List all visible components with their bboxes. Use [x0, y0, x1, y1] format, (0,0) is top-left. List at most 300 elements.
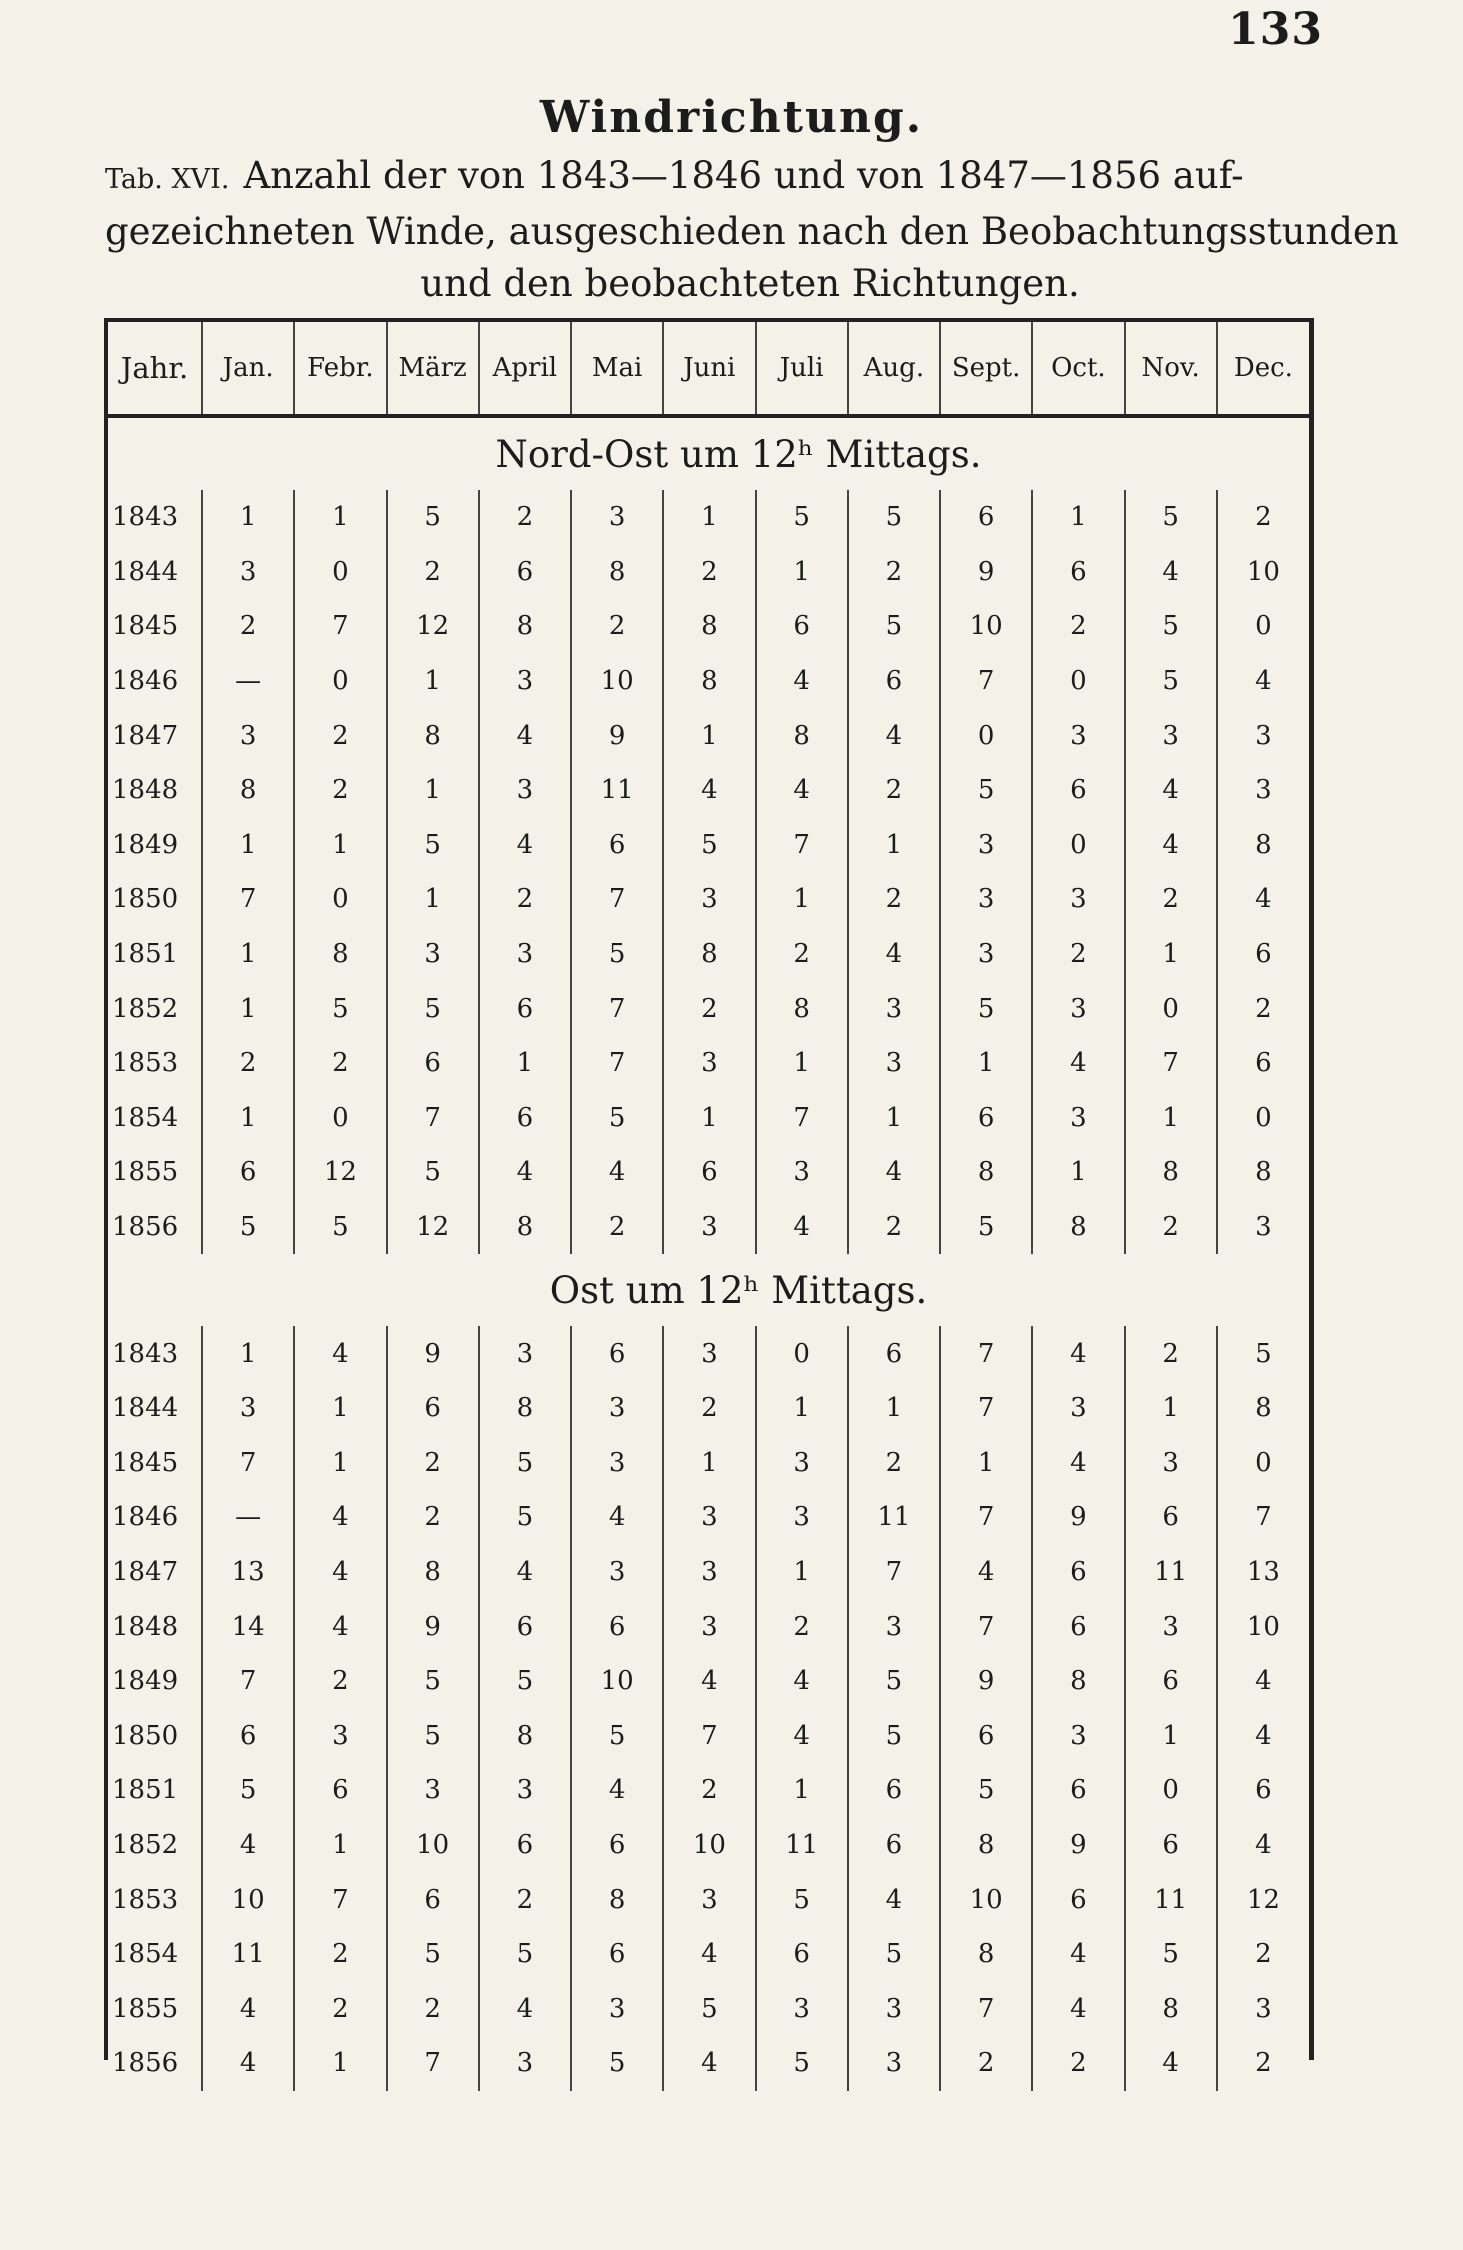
row-year: 1854 [108, 1091, 202, 1146]
table-row [108, 1381, 1309, 1436]
table-cell: 3 [1032, 1708, 1124, 1763]
table-cell: 0 [1255, 1102, 1272, 1133]
table-cell: 8 [571, 545, 663, 600]
table-cell: 8 [1125, 1145, 1217, 1200]
table-cell: 6 [571, 1818, 663, 1873]
column-header-month: Juli [756, 322, 848, 416]
table-cell: 0 [1125, 981, 1217, 1036]
table-cell: 7 [294, 1872, 386, 1927]
table-row [108, 1763, 1309, 1818]
table-cell: 3 [940, 927, 1032, 982]
table-cell: 3 [663, 1599, 755, 1654]
table-cell: 2 [848, 545, 940, 600]
row-year: 1847 [108, 708, 202, 763]
table-cell: 2 [387, 1490, 479, 1545]
table-cell: 10 [940, 1872, 1032, 1927]
table-cell: 7 [571, 1036, 663, 1091]
table-cell: 6 [1032, 1872, 1124, 1927]
table-cell: 1 [1125, 1381, 1217, 1436]
table-cell: 3 [1125, 1436, 1217, 1491]
column-header-month: Mai [571, 322, 663, 416]
table-row [108, 1818, 1309, 1873]
table-cell: 3 [202, 545, 294, 600]
table-cell: 8 [663, 599, 755, 654]
table-cell: 3 [663, 1872, 755, 1927]
table-cell: 1 [756, 545, 848, 600]
section-header-row [108, 1254, 1309, 1326]
table-cell: 0 [294, 1091, 386, 1146]
table-cell: 3 [848, 1036, 940, 1091]
table-row [108, 1927, 1309, 1982]
table-cell: 5 [756, 490, 848, 545]
table-cell: 6 [571, 1927, 663, 1982]
table-cell: 8 [940, 1818, 1032, 1873]
table-cell: 8 [571, 1872, 663, 1927]
table-cell: 4 [1125, 545, 1217, 600]
table-cell: 2 [479, 1872, 571, 1927]
table-cell: 7 [940, 1326, 1032, 1381]
row-year: 1846 [108, 1490, 202, 1545]
row-year: 1851 [108, 927, 202, 982]
table-cell: 6 [1125, 1490, 1217, 1545]
table-row [108, 872, 1309, 927]
table-cell: 6 [1125, 1654, 1217, 1709]
row-year: 1856 [108, 1200, 202, 1255]
table-cell: 12 [387, 1200, 479, 1255]
table-cell: 3 [479, 1763, 571, 1818]
table-cell: 8 [1255, 829, 1272, 860]
table-cell: 5 [387, 1927, 479, 1982]
table-cell: 7 [940, 1599, 1032, 1654]
table-cell: 3 [1255, 1993, 1272, 2024]
row-year: 1845 [108, 599, 202, 654]
row-year: 1849 [108, 1654, 202, 1709]
table-cell: 1 [387, 763, 479, 818]
table-cell: 3 [1032, 1381, 1124, 1436]
table-cell: 8 [387, 1545, 479, 1600]
page-heading: Windrichtung. [539, 92, 924, 143]
table-cell: 5 [479, 1654, 571, 1709]
table-cell: 2 [1032, 2036, 1124, 2091]
table-cell: 5 [848, 599, 940, 654]
table-cell: 4 [1032, 1326, 1124, 1381]
table-cell: 5 [663, 818, 755, 873]
table-cell: 1 [756, 1381, 848, 1436]
table-cell: 3 [663, 1545, 755, 1600]
table-cell: 4 [756, 1654, 848, 1709]
table-cell: 5 [1125, 654, 1217, 709]
row-year: 1852 [108, 1818, 202, 1873]
table-cell: 2 [663, 1763, 755, 1818]
table-cell: 6 [663, 1145, 755, 1200]
caption-line-1 [105, 150, 1325, 206]
table-cell: 10 [1246, 1611, 1280, 1642]
table-cell: 8 [1125, 1981, 1217, 2036]
table-row [108, 1200, 1309, 1255]
row-year: 1848 [108, 763, 202, 818]
table-cell: 2 [663, 545, 755, 600]
table-cell: 7 [202, 1436, 294, 1491]
table-cell: 2 [479, 872, 571, 927]
table-cell: 6 [756, 599, 848, 654]
table-cell: 3 [663, 1326, 755, 1381]
table-cell: 13 [1246, 1556, 1280, 1587]
table-caption [105, 150, 1399, 310]
table-cell: 5 [387, 490, 479, 545]
table-cell: 3 [202, 1381, 294, 1436]
table-cell: 2 [756, 927, 848, 982]
table-row [108, 2036, 1309, 2091]
table-cell: 7 [1125, 1036, 1217, 1091]
row-year: 1850 [108, 1708, 202, 1763]
column-header-month: Aug. [848, 322, 940, 416]
table-cell: 5 [571, 927, 663, 982]
table-cell: 1 [294, 818, 386, 873]
table-cell: 6 [848, 1763, 940, 1818]
table-cell: 8 [756, 981, 848, 1036]
table-cell: 7 [940, 1381, 1032, 1436]
table-cell: 6 [571, 1326, 663, 1381]
table-cell: 6 [1032, 1545, 1124, 1600]
table-cell: 3 [1032, 1091, 1124, 1146]
table-cell: 11 [1125, 1545, 1217, 1600]
table-cell: 4 [1255, 666, 1272, 697]
table-cell: 3 [202, 708, 294, 763]
table-cell: 6 [756, 1927, 848, 1982]
row-year: 1848 [108, 1599, 202, 1654]
column-header-month: März [387, 322, 479, 416]
column-header-month: Dec. [1217, 322, 1309, 416]
table-cell: 3 [663, 1036, 755, 1091]
table-cell: 1 [202, 1091, 294, 1146]
table-row [108, 545, 1309, 600]
table-cell: 3 [479, 927, 571, 982]
table-cell: 6 [479, 1091, 571, 1146]
table-cell: 3 [663, 1200, 755, 1255]
table-cell: 4 [571, 1145, 663, 1200]
table-cell: 7 [294, 599, 386, 654]
table-cell: 2 [848, 763, 940, 818]
table-cell: 5 [387, 818, 479, 873]
table-cell: 5 [387, 1145, 479, 1200]
table-cell: 1 [294, 1381, 386, 1436]
table-cell: 4 [479, 1981, 571, 2036]
table-row [108, 1872, 1309, 1927]
table-cell: 9 [940, 1654, 1032, 1709]
table-cell: 2 [387, 1436, 479, 1491]
table-cell: 0 [294, 545, 386, 600]
table-cell: 1 [1125, 927, 1217, 982]
table-cell: 3 [940, 818, 1032, 873]
table-cell: 6 [479, 981, 571, 1036]
column-header-month: Jan. [202, 322, 294, 416]
table-cell: 2 [1255, 1939, 1272, 1970]
table-cell: 8 [940, 1927, 1032, 1982]
table-cell: 6 [387, 1381, 479, 1436]
table-cell: 4 [479, 1545, 571, 1600]
table-row [108, 1981, 1309, 2036]
table-cell: 8 [387, 708, 479, 763]
table-cell: 1 [1125, 1091, 1217, 1146]
table-cell: 1 [294, 490, 386, 545]
caption-text-1: Anzahl der von 1843—1846 und von 1847—1856 auf- [243, 154, 1244, 197]
table-cell: 8 [202, 763, 294, 818]
table-cell: 2 [294, 1981, 386, 2036]
table-cell: 6 [571, 1599, 663, 1654]
table-cell: 4 [202, 1818, 294, 1873]
table-cell: 5 [202, 1763, 294, 1818]
table-cell: 3 [848, 981, 940, 1036]
table-cell: 6 [1032, 1763, 1124, 1818]
table-cell: 2 [1125, 1326, 1217, 1381]
column-header-month: Nov. [1125, 322, 1217, 416]
table-cell: 5 [1125, 599, 1217, 654]
column-header-year: Jahr. [108, 322, 202, 416]
table-cell: 6 [1032, 1599, 1124, 1654]
table-cell: — [202, 654, 294, 709]
row-year: 1843 [108, 1326, 202, 1381]
table-cell: 5 [940, 763, 1032, 818]
table-cell: 4 [848, 1145, 940, 1200]
table-cell: 1 [202, 818, 294, 873]
table-cell: 5 [294, 981, 386, 1036]
table-cell: 6 [940, 1091, 1032, 1146]
table-cell: 5 [202, 1200, 294, 1255]
table-cell: 0 [940, 708, 1032, 763]
table-cell: 5 [294, 1200, 386, 1255]
row-year: 1846 [108, 654, 202, 709]
table-cell: 6 [1125, 1818, 1217, 1873]
table-cell: 4 [1255, 884, 1272, 915]
table-cell: 6 [479, 1818, 571, 1873]
section-header-row [108, 416, 1309, 490]
table-cell: 4 [663, 763, 755, 818]
table-cell: 0 [1125, 1763, 1217, 1818]
table-cell: 4 [571, 1490, 663, 1545]
table-cell: 1 [1032, 1145, 1124, 1200]
row-year: 1844 [108, 545, 202, 600]
table-cell: 4 [663, 1927, 755, 1982]
table-cell: 2 [1255, 2048, 1272, 2079]
table-row [108, 981, 1309, 1036]
table-cell: 1 [202, 1326, 294, 1381]
table-cell: 0 [1255, 1447, 1272, 1478]
table-cell: 12 [387, 599, 479, 654]
table-cell: 5 [1255, 1338, 1272, 1369]
row-year: 1849 [108, 818, 202, 873]
table-cell: 8 [1255, 1393, 1272, 1424]
table-cell: 7 [940, 1490, 1032, 1545]
table-cell: 3 [479, 1326, 571, 1381]
table-cell: 7 [848, 1545, 940, 1600]
row-year: 1843 [108, 490, 202, 545]
table-cell: 3 [571, 1381, 663, 1436]
table-cell: 7 [387, 1091, 479, 1146]
table-cell: 4 [1125, 818, 1217, 873]
table-body [108, 416, 1309, 2091]
table-cell: 7 [571, 981, 663, 1036]
table-cell: 2 [294, 1654, 386, 1709]
table-cell: 4 [1125, 2036, 1217, 2091]
table-cell: 2 [663, 981, 755, 1036]
table-cell: 2 [294, 1927, 386, 1982]
table-cell: 13 [202, 1545, 294, 1600]
table-cell: 8 [479, 1708, 571, 1763]
table-cell: 12 [294, 1145, 386, 1200]
table-cell: 4 [663, 1654, 755, 1709]
table-cell: 1 [202, 981, 294, 1036]
table-cell: 5 [848, 1708, 940, 1763]
table-cell: 10 [202, 1872, 294, 1927]
row-year: 1844 [108, 1381, 202, 1436]
table-cell: 4 [571, 1763, 663, 1818]
table-cell: 6 [294, 1763, 386, 1818]
table-cell: 5 [1125, 1927, 1217, 1982]
table-row [108, 1145, 1309, 1200]
table-cell: 4 [294, 1490, 386, 1545]
table-cell: 1 [1125, 1708, 1217, 1763]
table-cell: 0 [294, 872, 386, 927]
table-cell: 5 [756, 2036, 848, 2091]
table-cell: 4 [1032, 1981, 1124, 2036]
table-cell: 12 [1246, 1884, 1280, 1915]
table-cell: 10 [1246, 556, 1280, 587]
table-row [108, 490, 1309, 545]
table-cell: 1 [294, 1436, 386, 1491]
table-cell: 3 [848, 2036, 940, 2091]
table-cell: 11 [1125, 1872, 1217, 1927]
table-cell: 8 [294, 927, 386, 982]
table-cell: 3 [756, 1981, 848, 2036]
table-cell: 3 [479, 2036, 571, 2091]
row-year: 1855 [108, 1145, 202, 1200]
table-cell: 5 [663, 1981, 755, 2036]
table-cell: 8 [756, 708, 848, 763]
table-cell: 8 [479, 1381, 571, 1436]
table-cell: 4 [756, 654, 848, 709]
table-cell: 9 [387, 1326, 479, 1381]
table-cell: 3 [756, 1490, 848, 1545]
table-cell: 2 [1255, 993, 1272, 1024]
table-cell: 2 [294, 763, 386, 818]
table-cell: 3 [756, 1145, 848, 1200]
table-cell: 14 [202, 1599, 294, 1654]
table-cell: 7 [202, 872, 294, 927]
table-cell: 7 [940, 1981, 1032, 2036]
table-header-row [108, 322, 1309, 416]
table-row [108, 1091, 1309, 1146]
table-cell: 6 [202, 1145, 294, 1200]
table-cell: 2 [1125, 1200, 1217, 1255]
table-row [108, 1036, 1309, 1091]
table-frame [104, 318, 1314, 2079]
table-cell: 5 [756, 1872, 848, 1927]
table-cell: 4 [848, 708, 940, 763]
table-cell: 4 [1032, 1036, 1124, 1091]
table-cell: 10 [571, 1654, 663, 1709]
table-cell: 3 [571, 1981, 663, 2036]
table-cell: 3 [479, 763, 571, 818]
table-cell: 3 [756, 1436, 848, 1491]
table-cell: 5 [940, 1763, 1032, 1818]
table-cell: 11 [202, 1927, 294, 1982]
table-cell: 7 [663, 1708, 755, 1763]
table-row [108, 1654, 1309, 1709]
table-cell: 1 [940, 1436, 1032, 1491]
table-cell: 2 [848, 872, 940, 927]
table-cell: 6 [848, 1818, 940, 1873]
table-cell: 10 [940, 599, 1032, 654]
table-cell: 6 [1255, 939, 1272, 970]
table-cell: 6 [940, 490, 1032, 545]
table-cell: 4 [294, 1545, 386, 1600]
table-cell: 6 [479, 1599, 571, 1654]
table-cell: 6 [202, 1708, 294, 1763]
table-row [108, 763, 1309, 818]
table-cell: — [202, 1490, 294, 1545]
table-cell: 1 [202, 927, 294, 982]
table-cell: 5 [387, 981, 479, 1036]
table-cell: 3 [571, 1436, 663, 1491]
table-cell: 3 [479, 654, 571, 709]
table-cell: 0 [1032, 654, 1124, 709]
table-cell: 2 [202, 599, 294, 654]
row-year: 1855 [108, 1981, 202, 2036]
table-cell: 3 [1125, 708, 1217, 763]
table-cell: 3 [848, 1981, 940, 2036]
caption-line-2: gezeichneten Winde, ausgeschieden nach den Beobachtungsstunden [105, 210, 1399, 253]
table-cell: 4 [294, 1326, 386, 1381]
table-cell: 6 [1255, 1775, 1272, 1806]
table-cell: 5 [1125, 490, 1217, 545]
row-year: 1853 [108, 1036, 202, 1091]
table-label: Tab. XVI. [105, 164, 230, 195]
table-cell: 5 [571, 2036, 663, 2091]
table-cell: 3 [1255, 1212, 1272, 1243]
page-number: 133 [1228, 4, 1323, 55]
table-cell: 1 [756, 1763, 848, 1818]
table-cell: 3 [387, 927, 479, 982]
table-cell: 7 [387, 2036, 479, 2091]
table-cell: 10 [663, 1818, 755, 1873]
table-cell: 3 [1032, 981, 1124, 1036]
table-row [108, 1599, 1309, 1654]
table-cell: 2 [848, 1436, 940, 1491]
table-cell: 3 [1032, 872, 1124, 927]
table-cell: 5 [940, 981, 1032, 1036]
table-cell: 2 [202, 1036, 294, 1091]
table-cell: 4 [756, 1200, 848, 1255]
table-cell: 2 [1032, 927, 1124, 982]
row-year: 1845 [108, 1436, 202, 1491]
table-cell: 5 [571, 1091, 663, 1146]
table-cell: 2 [756, 1599, 848, 1654]
row-year: 1853 [108, 1872, 202, 1927]
column-header-month: April [479, 322, 571, 416]
table-cell: 1 [663, 708, 755, 763]
table-cell: 5 [848, 490, 940, 545]
table-cell: 3 [571, 1545, 663, 1600]
table-cell: 11 [756, 1818, 848, 1873]
table-cell: 1 [663, 1436, 755, 1491]
table-cell: 6 [1255, 1048, 1272, 1079]
table-cell: 8 [1032, 1654, 1124, 1709]
table-cell: 4 [940, 1545, 1032, 1600]
table-cell: 6 [1032, 763, 1124, 818]
table-cell: 4 [1255, 1720, 1272, 1751]
table-cell: 2 [294, 708, 386, 763]
table-cell: 7 [202, 1654, 294, 1709]
